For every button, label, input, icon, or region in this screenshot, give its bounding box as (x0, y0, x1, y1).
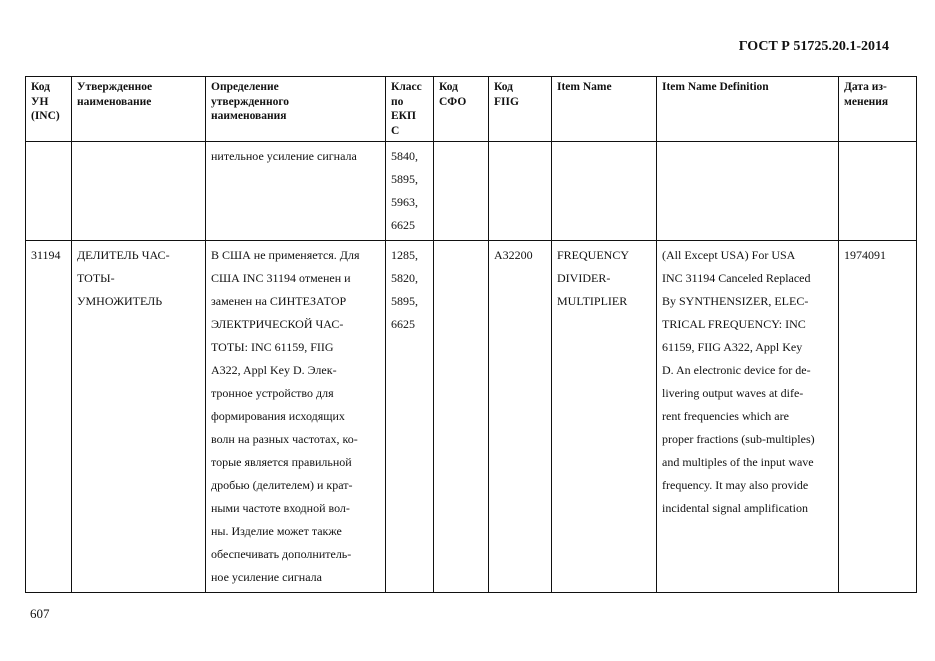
cell-text-line: D. An electronic device for de- (662, 363, 811, 377)
col-change-date-cell (839, 241, 917, 593)
col-change-date-header (839, 77, 917, 142)
col-approved-name-cell (72, 241, 206, 593)
col-fiig-code-cell (489, 241, 552, 593)
cell-text-line: формирования исходящих (211, 409, 345, 423)
col-fiig-code-header (489, 77, 552, 142)
cell-text-line: TRICAL FREQUENCY: INC (662, 317, 806, 331)
col-class-ekps-cell (386, 241, 434, 593)
cell-text-line: 5820, (391, 271, 418, 285)
table-row (26, 142, 917, 241)
col-item-name-definition-header (657, 77, 839, 142)
cell-text-line: ное усиление сигнала (211, 570, 322, 584)
cell-text-line: 61159, FIIG A322, Appl Key (662, 340, 803, 354)
cell-text-line: By SYNTHENSIZER, ELEC- (662, 294, 809, 308)
cell-text-line: INC 31194 Canceled Replaced (662, 271, 811, 285)
col-change-date-cell (839, 142, 917, 241)
cell-text-line: заменен на СИНТЕЗАТОР (211, 294, 347, 308)
cell-text-line: 5895, (391, 294, 418, 308)
header-text-line: ЕКП (391, 110, 416, 122)
cell-text-line: rent frequencies which are (662, 409, 789, 423)
cell-text-line: A322, Appl Key D. Элек- (211, 363, 337, 377)
cell-text-line: livering output waves at dife- (662, 386, 804, 400)
col-item-name-definition-cell (657, 142, 839, 241)
header-text-line: СФО (439, 95, 467, 108)
cell-text-line: DIVIDER- (557, 271, 611, 285)
cell-text-line: тронное устройство для (211, 386, 334, 400)
cell-text-line: В США не применяется. Для (211, 248, 360, 262)
col-sfo-code-header (434, 77, 489, 142)
cell-text-line: торые является правильной (211, 455, 352, 469)
cell-text-line: 5895, (391, 172, 418, 186)
cell-text-line: and multiples of the input wave (662, 455, 814, 469)
col-inc-code-header (26, 77, 72, 142)
col-class-ekps-cell (386, 142, 434, 241)
cell-text-line: ТОТЫ- (77, 271, 115, 285)
col-inc-code-cell (26, 241, 72, 593)
col-fiig-code-cell (489, 142, 552, 241)
header-text-line: наименования (211, 110, 287, 122)
cell-text-line: ными частоте входной вол- (211, 501, 350, 515)
cell-text-line: 5963, (391, 195, 418, 209)
cell-text-line: frequency. It may also provide (662, 478, 809, 492)
header-text-line: утвержденного (211, 95, 290, 108)
col-sfo-code-cell (434, 142, 489, 241)
header-text-line: Item Name (557, 81, 612, 93)
header-text-line: менения (844, 95, 889, 108)
header-text-line: (INC) (31, 110, 60, 122)
col-item-name-header (552, 77, 657, 142)
cell-text-line: 1285, (391, 248, 418, 262)
cell-text-line: ДЕЛИТЕЛЬ ЧАС- (77, 248, 170, 262)
cell-text-line: FREQUENCY (557, 248, 630, 262)
cell-text-line: ЭЛЕКТРИЧЕСКОЙ ЧАС- (211, 317, 344, 331)
col-class-ekps-header (386, 77, 434, 142)
cell-text-line: дробью (делителем) и крат- (211, 478, 353, 492)
page-number: 607 (30, 606, 50, 621)
col-item-name-definition-cell (657, 241, 839, 593)
cell-text-line: 1974091 (844, 248, 886, 262)
document-standard-number: ГОСТ Р 51725.20.1-2014 (738, 39, 889, 54)
header-text-line: Код (31, 81, 51, 93)
registry-table (25, 76, 917, 593)
header-text-line: Определение (211, 81, 279, 93)
cell-text-line: 5840, (391, 149, 418, 163)
col-approved-name-cell (72, 142, 206, 241)
cell-text-line: ТОТЫ: INC 61159, FIIG (211, 340, 334, 354)
col-definition-header (206, 77, 386, 142)
col-sfo-code-cell (434, 241, 489, 593)
cell-text-line: обеспечивать дополнитель- (211, 547, 352, 561)
cell-text-line: 31194 (31, 248, 61, 262)
header-text-line: по (391, 95, 404, 108)
col-definition-cell (206, 241, 386, 593)
cell-text-line: proper fractions (sub-multiples) (662, 432, 815, 446)
header-text-line: Код (494, 81, 514, 93)
cell-text-line: MULTIPLIER (557, 294, 628, 308)
header-text-line: наименование (77, 95, 152, 108)
header-text-line: Класс (391, 81, 422, 93)
cell-text-line: 6625 (391, 218, 415, 232)
col-definition-cell (206, 142, 386, 241)
cell-text-line: волн на разных частотах, ко- (211, 432, 358, 446)
header-text-line: FIIG (494, 95, 519, 108)
cell-text-line: incidental signal amplification (662, 501, 808, 515)
cell-text-line: ны. Изделие может также (211, 524, 342, 538)
col-approved-name-header (72, 77, 206, 142)
col-item-name-cell (552, 241, 657, 593)
header-text-line: Дата из- (844, 81, 887, 93)
table-header-row (26, 77, 917, 142)
cell-text-line: США INC 31194 отменен и (211, 271, 351, 285)
header-text-line: Утвержденное (77, 81, 153, 93)
table-row (26, 241, 917, 593)
cell-text-line: 6625 (391, 317, 415, 331)
cell-text-line: (All Except USA) For USA (662, 248, 796, 262)
header-text-line: С (391, 124, 400, 137)
cell-text-line: УМНОЖИТЕЛЬ (77, 294, 163, 308)
header-text-line: УН (31, 95, 49, 108)
cell-text-line: A32200 (494, 248, 533, 262)
cell-text-line: нительное усиление сигнала (211, 149, 357, 163)
header-text-line: Item Name Definition (662, 81, 769, 93)
header-text-line: Код (439, 81, 459, 93)
col-inc-code-cell (26, 142, 72, 241)
col-item-name-cell (552, 142, 657, 241)
